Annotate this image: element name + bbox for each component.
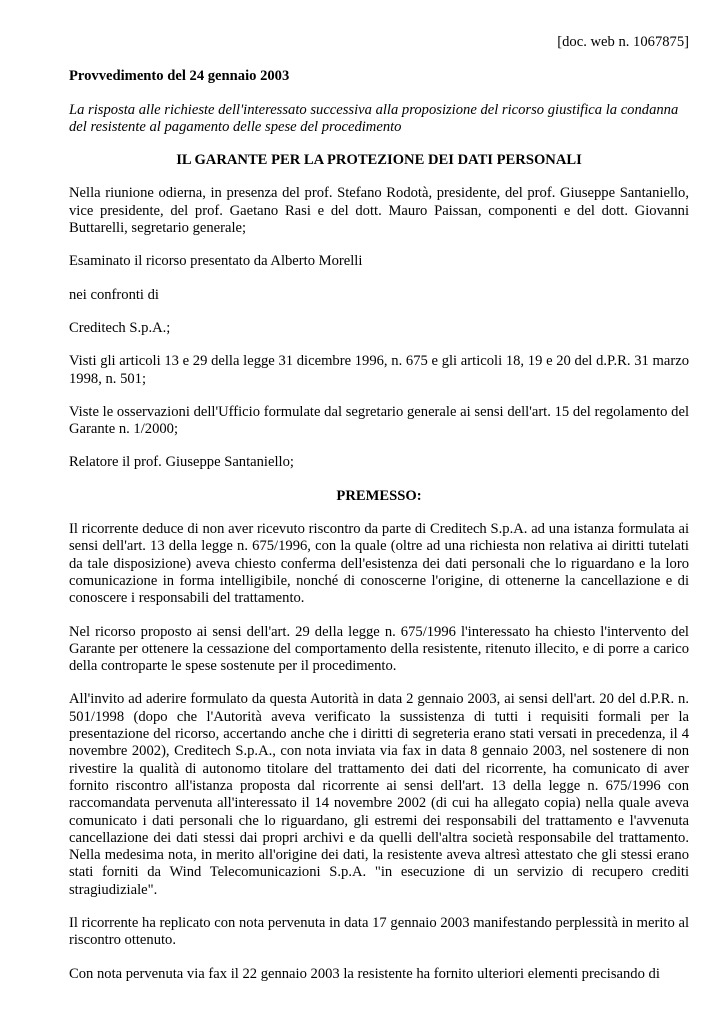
document-reference: [doc. web n. 1067875] [557, 34, 689, 50]
paragraph-respondent: Creditech S.p.A.; [69, 319, 171, 336]
section-title: PREMESSO: [336, 487, 422, 504]
paragraph-body: All'invito ad aderire formulato da questa Autorità in data 2 gennaio 2003, ai sensi dell'art. 20 del d.P.R. n. 501/1998 (dopo che l'Autorità aveva verificato la sussistenza di tutti i requisiti formali per la presentazione del ricorso, accertando anche che i diritti di segreteria erano stati versati in precedenza, il 4 novembre 2002), Creditech S.p.A., con nota inviata via fax in data 8 gennaio 2003, nel sostenere di non rivestire la qualità di autonomo titolare del trattamento dei dati del ricorrente, ha comunicato di aver fornito riscontro all'istanza proposta dal ricorrente ai sensi dell'art. 13 della legge n. 675/1996 con raccomandata pervenuta all'interessato il 14 novembre 2002 (di cui ha allegato copia) nella quale aveva comunicato i dati personali che lo riguardano, gli estremi dei responsabili del trattamento e l'avvenuta cancellazione dei dati stessi dai propri archivi e da quelli dell'altra società responsabile del trattamento. Nella medesima nota, in merito all'origine dei dati, la resistente aveva altresì attestato che gli stessi erano stati forniti da Wind Telecomunicazioni S.p.A. "in esecuzione di un servizio di recupero crediti stragiudiziale". [69, 691, 689, 898]
paragraph-observations: Viste le osservazioni dell'Ufficio formulate dal segretario generale ai sensi dell'art. 15 del regolamento del Garante n. 1/2000; [69, 403, 689, 438]
paragraph-legal-basis: Visti gli articoli 13 e 29 della legge 31 dicembre 1996, n. 675 e gli articoli 18, 19 e 20 del d.P.R. 31 marzo 1998, n. 501; [69, 353, 689, 387]
paragraph-body: Nel ricorso proposto ai sensi dell'art. 29 della legge n. 675/1996 l'interessato ha chiesto l'intervento del Garante per ottenere la cessazione del comportamento della resistente, ritenuto illecito, e di porre a carico della controparte le spese sostenute per il procedimento. [69, 623, 689, 675]
paragraph-rapporteur: Relatore il prof. Giuseppe Santaniello; [69, 454, 294, 471]
paragraph-meeting: Nella riunione odierna, in presenza del prof. Stefano Rodotà, presidente, del prof. Giuseppe Santaniello, vice presidente, del prof. Gaetano Rasi e del dott. Mauro Paissan, componenti e del dott. Giovanni Buttarelli, segretario generale; [69, 185, 689, 237]
paragraph-against: nei confronti di [69, 286, 159, 303]
document-heading: Provvedimento del 24 gennaio 2003 [69, 68, 290, 85]
document-page [69, 34, 689, 999]
document-summary: La risposta alle richieste dell'interessato successiva alla proposizione del ricorso giustifica la condanna del resistente al pagamento delle spese del procedimento [69, 101, 679, 135]
paragraph-body: Con nota pervenuta via fax il 22 gennaio 2003 la resistente ha fornito ulteriori elementi precisando di [69, 965, 660, 982]
authority-title: IL GARANTE PER LA PROTEZIONE DEI DATI PERSONALI [176, 152, 582, 169]
paragraph-body: Il ricorrente ha replicato con nota pervenuta in data 17 gennaio 2003 manifestando perplessità in merito al riscontro ottenuto. [69, 914, 689, 949]
paragraph-appeal: Esaminato il ricorso presentato da Alberto Morelli [69, 253, 363, 270]
paragraph-body: Il ricorrente deduce di non aver ricevuto riscontro da parte di Creditech S.p.A. ad una istanza formulata ai sensi dell'art. 13 della legge n. 675/1996, con la quale (oltre ad una richiesta non relativa ai diritti tutelati da tale disposizione) aveva chiesto conferma dell'esistenza dei dati personali che lo riguardano e la loro comunicazione in forma intelligibile, nonché di conoscerne l'origine, di ottenerne la cancellazione e di conoscere i responsabili del trattamento. [69, 521, 689, 607]
